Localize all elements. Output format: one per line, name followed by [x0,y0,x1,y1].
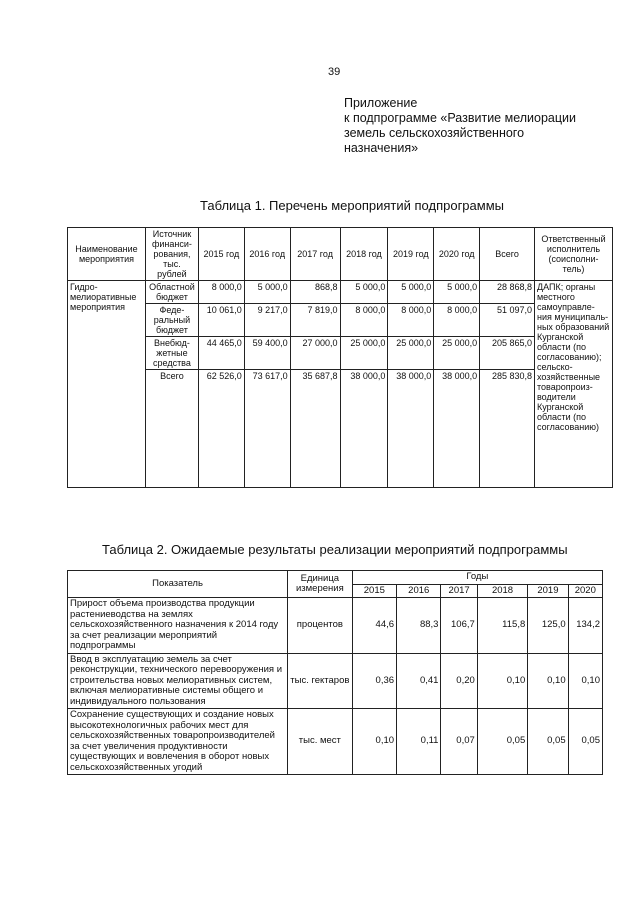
executor-cell: ДАПК; органы местного самоуправле- ния муниципаль- ных образований Курганской области (по согласованию); сельско- хозяйственные товаропроиз- водители Курганской области (по согласованию) [534,281,612,488]
value-cell: 38 000,0 [434,370,480,488]
header-2015: 2015 год [198,228,244,281]
table2-title: Таблица 2. Ожидаемые результаты реализации мероприятий подпрограммы [102,542,568,557]
table-row [68,709,603,775]
value-cell: 8 000,0 [388,304,434,337]
value-cell: 62 526,0 [198,370,244,488]
value-cell: 0,05 [528,709,568,775]
table-row [68,281,613,304]
value-cell: 5 000,0 [244,281,290,304]
header-executor: Ответственный исполнитель (соисполни- тель) [534,228,612,281]
value-cell: 134,2 [568,598,602,654]
value-cell: 5 000,0 [434,281,480,304]
table-row [68,598,603,654]
total-cell: 51 097,0 [480,304,535,337]
header-2020: 2020 год [434,228,480,281]
value-cell: 5 000,0 [340,281,388,304]
value-cell: 38 000,0 [340,370,388,488]
measures-table [67,227,613,488]
value-cell: 106,7 [441,598,477,654]
value-cell: 8 000,0 [198,281,244,304]
value-cell: 0,07 [441,709,477,775]
source-cell: Всего [145,370,198,488]
value-cell: 44 465,0 [198,337,244,370]
total-cell: 285 830,8 [480,370,535,488]
total-cell: 205 865,0 [480,337,535,370]
table-row [68,653,603,709]
page-number: 39 [328,66,341,78]
value-cell: 0,10 [477,653,527,709]
measure-name-cell: Гидро- мелиоративные мероприятия [68,281,146,488]
value-cell: 125,0 [528,598,568,654]
header-2016: 2016 [397,584,441,598]
value-cell: 9 217,0 [244,304,290,337]
value-cell: 27 000,0 [290,337,340,370]
appendix-line: к подпрограмме «Развитие мелиорации [344,111,576,125]
value-cell: 0,10 [352,709,396,775]
indicator-cell: Ввод в эксплуатацию земель за счет реконструкции, технического перевооружения и строительства новых мелиоративных систем, включая мелиоративные системы общего и индивидуального пользования [68,653,288,709]
header-unit: Единица измерения [288,571,353,598]
value-cell: 59 400,0 [244,337,290,370]
value-cell: 38 000,0 [388,370,434,488]
value-cell: 0,11 [397,709,441,775]
table-header-row [68,571,603,585]
value-cell: 8 000,0 [340,304,388,337]
total-cell: 28 868,8 [480,281,535,304]
header-years: Годы [352,571,602,585]
header-2015: 2015 [352,584,396,598]
value-cell: 0,05 [477,709,527,775]
indicator-cell: Сохранение существующих и создание новых высокотехнологичных рабочих мест для сельскохозяйственных товаропроизводителей за счет увеличения продуктивности существующих и вовлечения в оборот новых сельскохозяйственных угодий [68,709,288,775]
header-2018: 2018 [477,584,527,598]
value-cell: 25 000,0 [388,337,434,370]
unit-cell: тыс. гектаров [288,653,353,709]
value-cell: 0,05 [568,709,602,775]
header-indicator: Показатель [68,571,288,598]
header-name: Наименование мероприятия [68,228,146,281]
table-row [68,370,613,488]
value-cell: 7 819,0 [290,304,340,337]
table-header-row [68,228,613,281]
value-cell: 0,36 [352,653,396,709]
value-cell: 25 000,0 [340,337,388,370]
indicator-cell: Прирост объема производства продукции растениеводства на землях сельскохозяйственного назначения к 2014 году за счет реализации мероприятий подпрограммы [68,598,288,654]
header-2017: 2017 год [290,228,340,281]
value-cell: 73 617,0 [244,370,290,488]
value-cell: 115,8 [477,598,527,654]
header-2017: 2017 [441,584,477,598]
value-cell: 35 687,8 [290,370,340,488]
table-row [68,304,613,337]
value-cell: 88,3 [397,598,441,654]
header-total: Всего [480,228,535,281]
header-2020: 2020 [568,584,602,598]
unit-cell: тыс. мест [288,709,353,775]
value-cell: 0,20 [441,653,477,709]
unit-cell: процентов [288,598,353,654]
header-source: Источник финанси- рования, тыс. рублей [145,228,198,281]
appendix-line: назначения» [344,141,419,155]
value-cell: 0,41 [397,653,441,709]
source-cell: Внебюд- жетные средства [145,337,198,370]
value-cell: 10 061,0 [198,304,244,337]
source-cell: Областной бюджет [145,281,198,304]
appendix-line: земель сельскохозяйственного [344,126,525,140]
value-cell: 8 000,0 [434,304,480,337]
source-cell: Феде- ральный бюджет [145,304,198,337]
appendix-header [344,96,576,156]
header-2018: 2018 год [340,228,388,281]
header-2016: 2016 год [244,228,290,281]
table-row [68,337,613,370]
header-2019: 2019 [528,584,568,598]
value-cell: 5 000,0 [388,281,434,304]
value-cell: 0,10 [528,653,568,709]
value-cell: 0,10 [568,653,602,709]
value-cell: 868,8 [290,281,340,304]
value-cell: 44,6 [352,598,396,654]
value-cell: 25 000,0 [434,337,480,370]
appendix-line: Приложение [344,96,418,110]
header-2019: 2019 год [388,228,434,281]
table1-title: Таблица 1. Перечень мероприятий подпрограммы [200,198,504,213]
results-table [67,570,603,775]
